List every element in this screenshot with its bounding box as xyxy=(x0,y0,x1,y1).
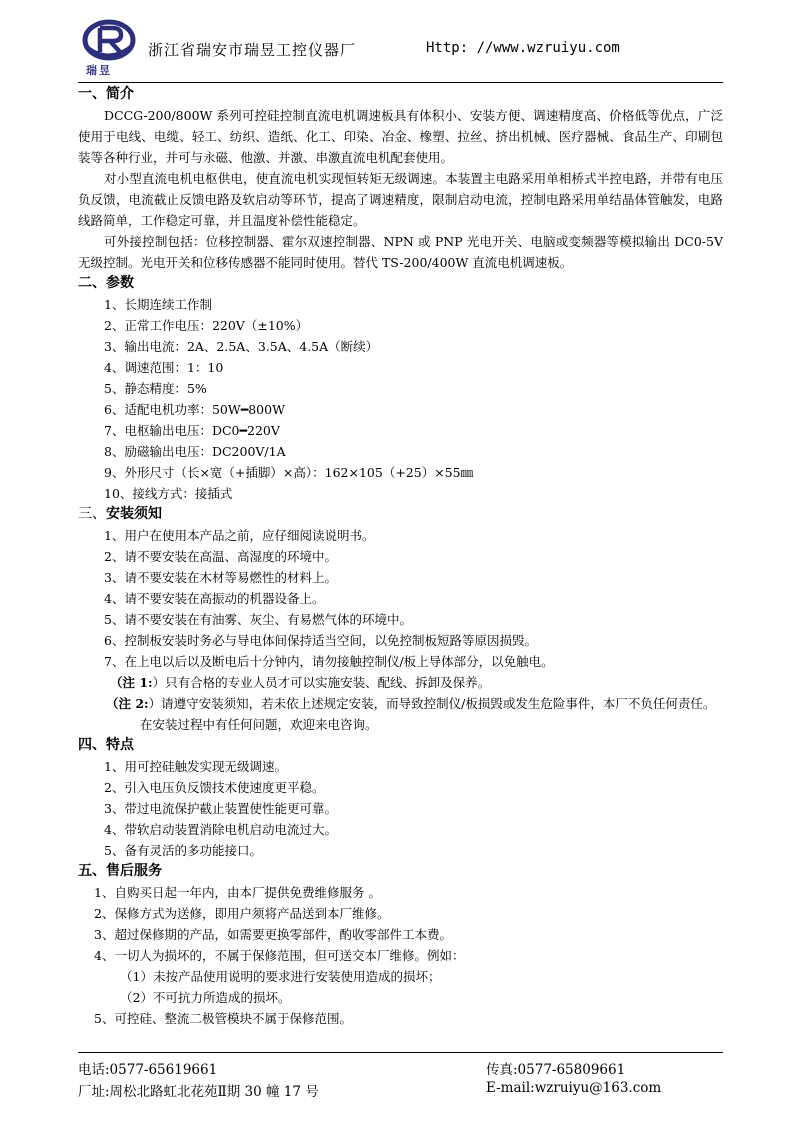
install-note-1 xyxy=(78,672,723,693)
list-item: 2、正常工作电压：220V（±10%） xyxy=(104,318,309,333)
service-list xyxy=(78,882,723,1029)
footer-divider xyxy=(78,1052,723,1053)
list-item: 4、带软启动装置消除电机启动电流过大。 xyxy=(104,822,337,837)
section-title-params: 二、参数 xyxy=(78,275,134,291)
note-tag: （注 2: xyxy=(106,696,149,711)
list-item: 4、请不要安装在高振动的机器设备上。 xyxy=(104,591,325,606)
list-item: 4、一切人为损坏的，不属于保修范围，但可送交本厂维修。例如： xyxy=(94,948,465,963)
list-sub-item: （1）未按产品使用说明的要求进行安装使用造成的损坏； xyxy=(120,969,441,984)
list-item: 1、长期连续工作制 xyxy=(104,297,212,312)
params-list xyxy=(78,294,723,504)
install-note-2 xyxy=(78,693,723,735)
section-title-text: 安装须知 xyxy=(106,506,162,522)
list-item: 2、保修方式为送修，即用户须将产品送到本厂维修。 xyxy=(94,906,390,921)
section-title-intro: 一、简介 xyxy=(78,86,134,102)
section-number: 三、 xyxy=(78,506,106,522)
list-item: 5、可控硅、整流二极管模块不属于保修范围。 xyxy=(94,1011,352,1026)
list-item: 5、静态精度：5% xyxy=(104,381,207,396)
list-item: 6、适配电机功率：50W━800W xyxy=(104,402,285,417)
footer-phone: 电话:0577-65619661 xyxy=(78,1062,218,1078)
list-item: 1、用户在使用本产品之前，应仔细阅读说明书。 xyxy=(104,528,375,543)
list-item: 3、带过电流保护截止装置使性能更可靠。 xyxy=(104,801,337,816)
list-item: 7、在上电以后以及断电后十分钟内，请勿接触控制仪/板上导体部分，以免触电。 xyxy=(104,654,554,669)
section-title-install xyxy=(78,504,723,525)
list-item: 1、自购买日起一年内，由本厂提供免费维修服务 。 xyxy=(94,885,381,900)
list-item: 4、调速范围：1：10 xyxy=(104,360,224,375)
features-list xyxy=(78,756,723,861)
note-text: ）请遵守安装须知，若未依上述规定安装，而导致控制仪/板损毁或发生危险事件，本厂不负任何责任。在安装过程中有任何问题，欢迎来电咨询。 xyxy=(140,696,716,732)
list-item: 3、超过保修期的产品，如需要更换零部件，酌收零部件工本费。 xyxy=(94,927,452,942)
list-item: 9、外形尺寸（长×宽（+插脚）×高）：162×105（+25）×55㎜ xyxy=(104,465,474,480)
note-tag: （注 1: xyxy=(110,675,153,690)
company-name: 浙江省瑞安市瑞昱工控仪器厂 xyxy=(148,41,357,59)
footer-email[interactable]: E-mail:wzruiyu@163.com xyxy=(486,1080,662,1096)
document-body xyxy=(78,84,723,1029)
logo-text: 瑞昱 xyxy=(86,64,112,77)
list-item: 8、励磁输出电压：DC200V/1A xyxy=(104,444,286,459)
intro-paragraph-3: 可外接控制包括：位移控制器、霍尔双速控制器、NPN 或 PNP 光电开关、电脑或变频器等模拟输出 DC0-5V 无级控制。光电开关和位移传感器不能同时使用。替代 TS-200/400W 直流电机调速板。 xyxy=(78,234,723,270)
website-link[interactable]: Http: //www.wzruiyu.com xyxy=(426,40,620,56)
list-item: 10、接线方式：接插式 xyxy=(104,486,233,501)
list-item: 7、电枢输出电压：DC0━220V xyxy=(104,423,280,438)
footer-fax: 传真:0577-65809661 xyxy=(486,1062,626,1078)
list-sub-item: （2）不可抗力所造成的损坏。 xyxy=(120,990,291,1005)
list-item: 5、备有灵活的多功能接口。 xyxy=(104,843,262,858)
page-header xyxy=(78,18,723,80)
intro-paragraph-2: 对小型直流电机电枢供电，使直流电机实现恒转矩无级调速。本装置主电路采用单相桥式半控电路，并带有电压负反馈，电流截止反馈电路及软启动等环节，提高了调速精度，限制启动电流，控制电路采用单结晶体管触发，电路线路简单，工作稳定可靠，并且温度补偿性能稳定。 xyxy=(78,171,723,228)
list-item: 3、输出电流：2A、2.5A、3.5A、4.5A（断续） xyxy=(104,339,379,354)
footer-address: 厂址:周松北路虹北花苑Ⅱ期 30 幢 17 号 xyxy=(78,1084,319,1100)
section-title-features: 四、特点 xyxy=(78,737,134,753)
list-item: 6、控制板安装时务必与导电体间保持适当空间，以免控制板短路等原因损毁。 xyxy=(104,633,537,648)
note-text: ）只有合格的专业人员才可以实施安装、配线、拆卸及保养。 xyxy=(152,675,491,690)
section-title-service: 五、售后服务 xyxy=(78,863,162,879)
intro-paragraph-1: DCCG-200/800W 系列可控硅控制直流电机调速板具有体积小、安装方便、调速精度高、价格低等优点，广泛使用于电线、电缆、轻工、纺织、造纸、化工、印染、冶金、橡塑、拉丝、挤出机械、医疗器械、食品生产、印刷包装等各种行业，并可与永磁、他激、并激、串激直流电机配套使用。 xyxy=(78,108,723,165)
install-list xyxy=(78,525,723,672)
header-divider xyxy=(78,82,723,83)
list-item: 2、引入电压负反馈技术使速度更平稳。 xyxy=(104,780,325,795)
list-item: 5、请不要安装在有油雾、灰尘、有易燃气体的环境中。 xyxy=(104,612,412,627)
list-item: 3、请不要安装在木材等易燃性的材料上。 xyxy=(104,570,337,585)
list-item: 2、请不要安装在高温、高湿度的环境中。 xyxy=(104,549,337,564)
list-item: 1、用可控硅触发实现无级调速。 xyxy=(104,759,287,774)
